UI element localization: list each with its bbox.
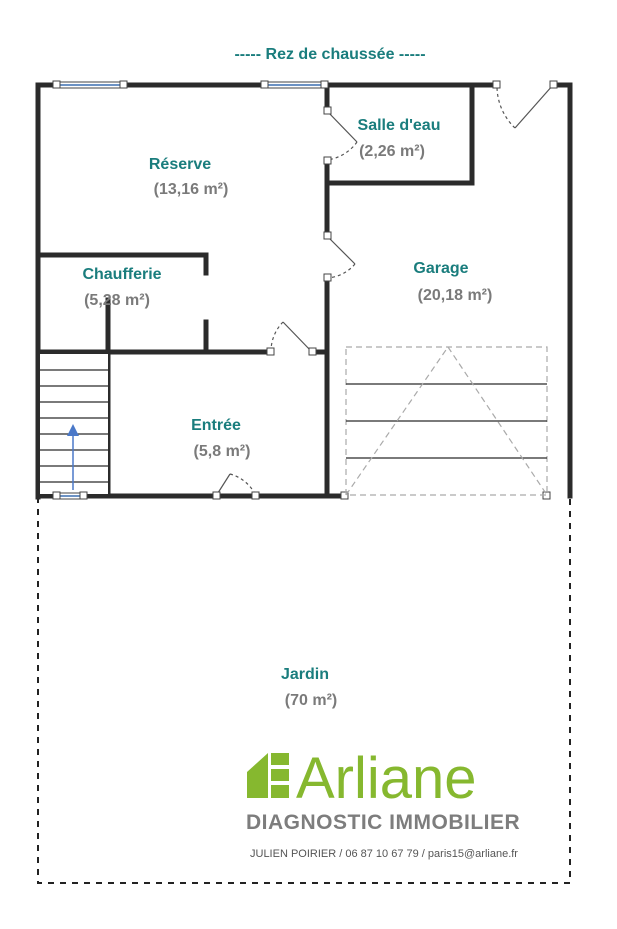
room-name: Garage [413, 260, 469, 277]
arliane-logo [246, 746, 520, 860]
room-name: Réserve [148, 156, 212, 173]
room-area: (70 m²) [284, 692, 338, 709]
plan-title: ----- Rez de chaussée ----- [234, 46, 426, 63]
garage-door-outline [346, 347, 547, 495]
room-name: Chaufferie [82, 266, 162, 283]
room-jardin [281, 666, 337, 709]
brand-tagline: DIAGNOSTIC IMMOBILIER [246, 811, 521, 834]
staircase [40, 354, 108, 494]
room-reserve [149, 156, 228, 198]
room-area: (2,26 m²) [359, 143, 425, 160]
room-chaufferie [82, 266, 161, 309]
house-logo-icon [247, 753, 289, 798]
brand-name: Arliane [296, 746, 477, 811]
room-name: Entrée [191, 417, 241, 434]
room-name: Jardin [280, 666, 330, 683]
room-garage [413, 260, 492, 304]
room-area: (13,16 m²) [153, 181, 229, 198]
room-name: Salle d'eau [357, 117, 441, 134]
room-area: (20,18 m²) [417, 287, 493, 304]
room-area: (5,28 m²) [84, 292, 150, 309]
brand-contact: JULIEN POIRIER / 06 87 10 67 79 / paris15@arliane.fr [250, 848, 518, 860]
room-entree [191, 417, 250, 460]
room-area: (5,8 m²) [193, 443, 251, 460]
room-salle-eau [358, 117, 441, 160]
